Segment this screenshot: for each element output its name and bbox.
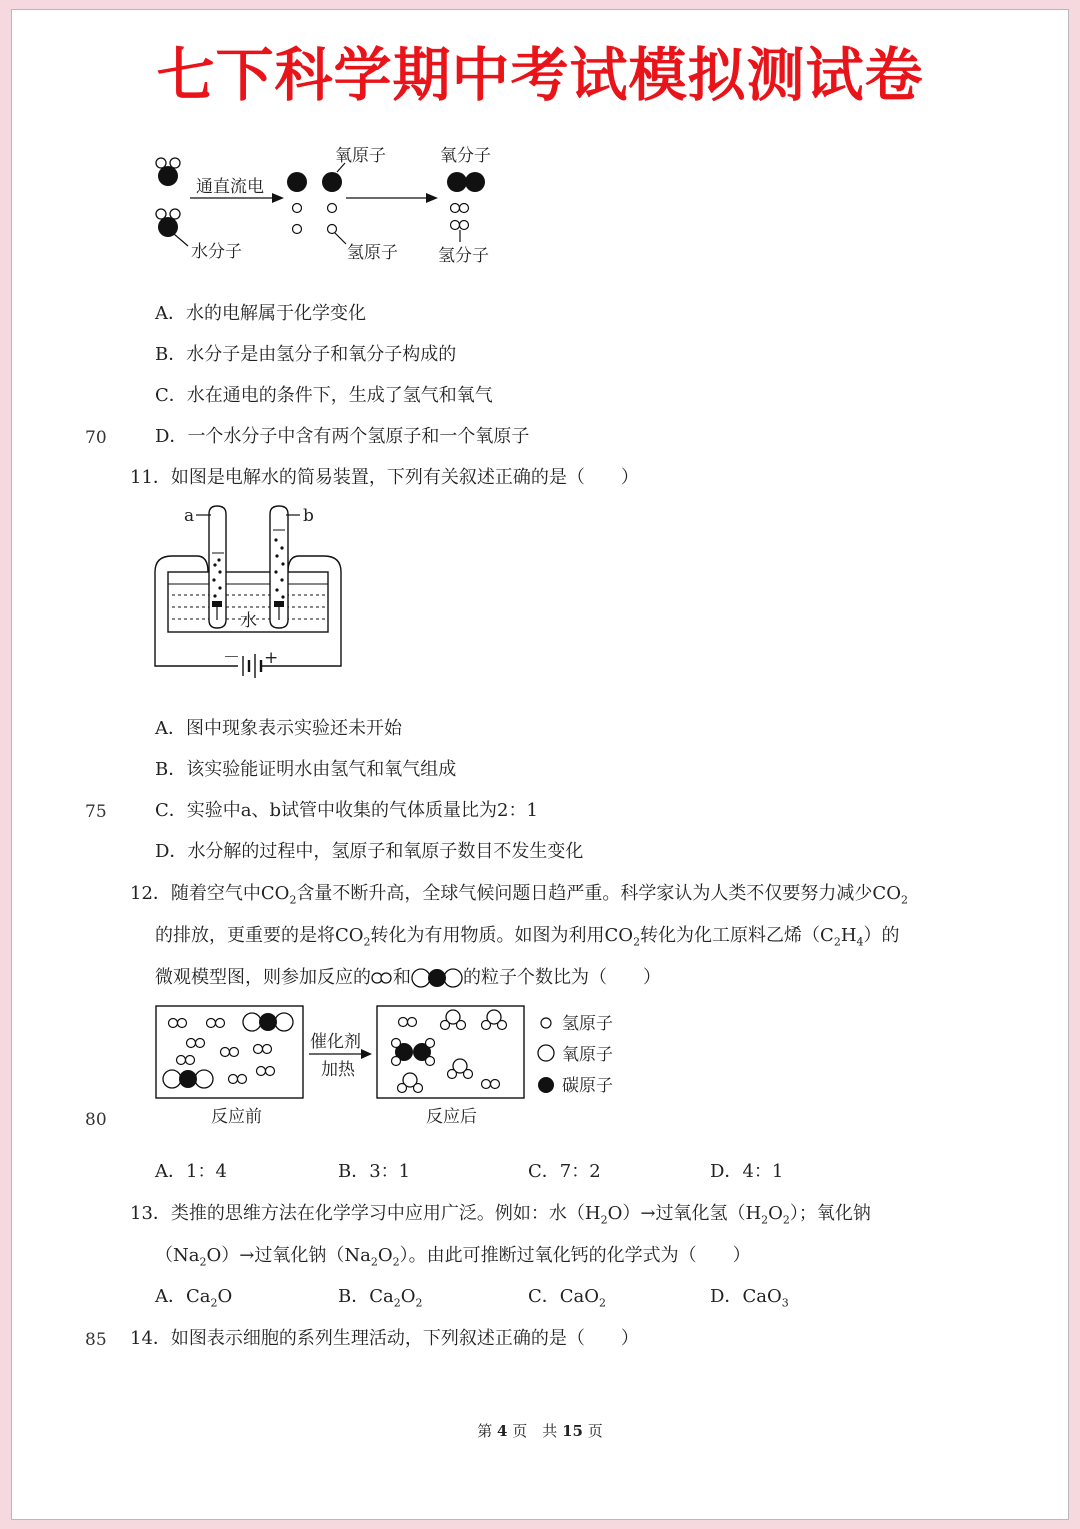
q12-option-b[interactable]: B．3：1 <box>338 1161 411 1182</box>
q11-option-b[interactable]: B．该实验能证明水由氢气和氧气组成 <box>155 759 457 780</box>
direct-current-label: 通直流电 <box>196 177 264 197</box>
q11-option-d[interactable]: D．水分解的过程中，氢原子和氧原子数目不发生变化 <box>155 841 584 862</box>
hydrogen-atom-label: 氢原子 <box>347 243 398 263</box>
water-label: 水 <box>240 611 257 631</box>
q13-option-a[interactable]: A．$Ca_2O$ <box>155 1286 233 1310</box>
q12-option-c[interactable]: C．7：2 <box>528 1161 601 1182</box>
legend-carbon-atom: 碳原子 <box>562 1076 613 1096</box>
q14-stem: 14．如图表示细胞的系列生理活动，下列叙述正确的是（ ） <box>130 1328 639 1349</box>
q10-option-b[interactable]: B．水分子是由氢分子和氧分子构成的 <box>155 344 457 365</box>
q12-option-d[interactable]: D．4：1 <box>710 1161 784 1182</box>
q12-stem-line1: 12．随着空气中$CO_2$含量不断升高，全球气候问题日趋严重。科学家认为人类不仅要努力减少$CO_2$ <box>130 883 908 907</box>
tube-b-label: b <box>303 506 314 526</box>
line-number: 70 <box>85 428 107 448</box>
battery-positive-label: + <box>264 648 279 668</box>
oxygen-atom-label: 氧原子 <box>335 146 386 166</box>
before-reaction-label: 反应前 <box>211 1107 262 1127</box>
q12-option-a[interactable]: A．1：4 <box>155 1161 227 1182</box>
line-number: 75 <box>85 802 107 822</box>
q13-stem-line1: 13．类推的思维方法在化学学习中应用广泛。例如：水$(H_2O)\to$过氧化氢$(H_2O_2)$；氧化钠 <box>130 1203 871 1227</box>
q13-option-d[interactable]: D．CaO$_3$ <box>710 1286 789 1310</box>
q13-option-c[interactable]: C．CaO$_2$ <box>528 1286 607 1310</box>
q12-stem-line3: 微观模型图，则参加反应的 和 的粒子个数比为（ ） <box>155 967 661 988</box>
q13-stem-line2: $(Na_2O)\to$过氧化钠$(Na_2O_2)$。由此可推断过氧化钙的化学式为（ ） <box>155 1245 751 1269</box>
q12-stem-line2: 的排放，更重要的是将$CO_2$转化为有用物质。如图为利用$CO_2$转化为化工原料乙烯$(C_2H_4)$的 <box>155 925 900 949</box>
line-number: 80 <box>85 1110 107 1130</box>
legend-oxygen-atom: 氧原子 <box>562 1045 613 1065</box>
hydrogen-molecule-label: 氢分子 <box>438 246 489 266</box>
page-title: 七下科学期中考试模拟测试卷 <box>156 41 924 109</box>
tube-a-label: a <box>184 506 195 526</box>
legend-hydrogen-atom: 氢原子 <box>562 1014 613 1034</box>
q10-option-d[interactable]: D．一个水分子中含有两个氢原子和一个氧原子 <box>155 426 530 447</box>
q11-option-a[interactable]: A．图中现象表示实验还未开始 <box>155 718 402 739</box>
q13-option-b[interactable]: B．$Ca_2O_2$ <box>338 1286 423 1310</box>
line-number: 85 <box>85 1330 107 1350</box>
q10-option-c[interactable]: C．水在通电的条件下，生成了氢气和氧气 <box>155 385 493 406</box>
battery-negative-label: － <box>223 648 240 668</box>
catalyst-label: 催化剂 <box>310 1032 361 1052</box>
after-reaction-label: 反应后 <box>426 1107 477 1127</box>
heat-label: 加热 <box>321 1060 355 1080</box>
oxygen-molecule-label: 氧分子 <box>440 146 491 166</box>
q11-option-c[interactable]: C．实验中a、b试管中收集的气体质量比为2：1 <box>155 800 538 821</box>
q10-option-a[interactable]: A．水的电解属于化学变化 <box>155 303 366 324</box>
water-molecule-label: 水分子 <box>191 242 242 262</box>
page-footer: 第 4 页 共 15 页 <box>477 1422 603 1440</box>
q11-stem: 11．如图是电解水的简易装置，下列有关叙述正确的是（ ） <box>130 467 639 488</box>
